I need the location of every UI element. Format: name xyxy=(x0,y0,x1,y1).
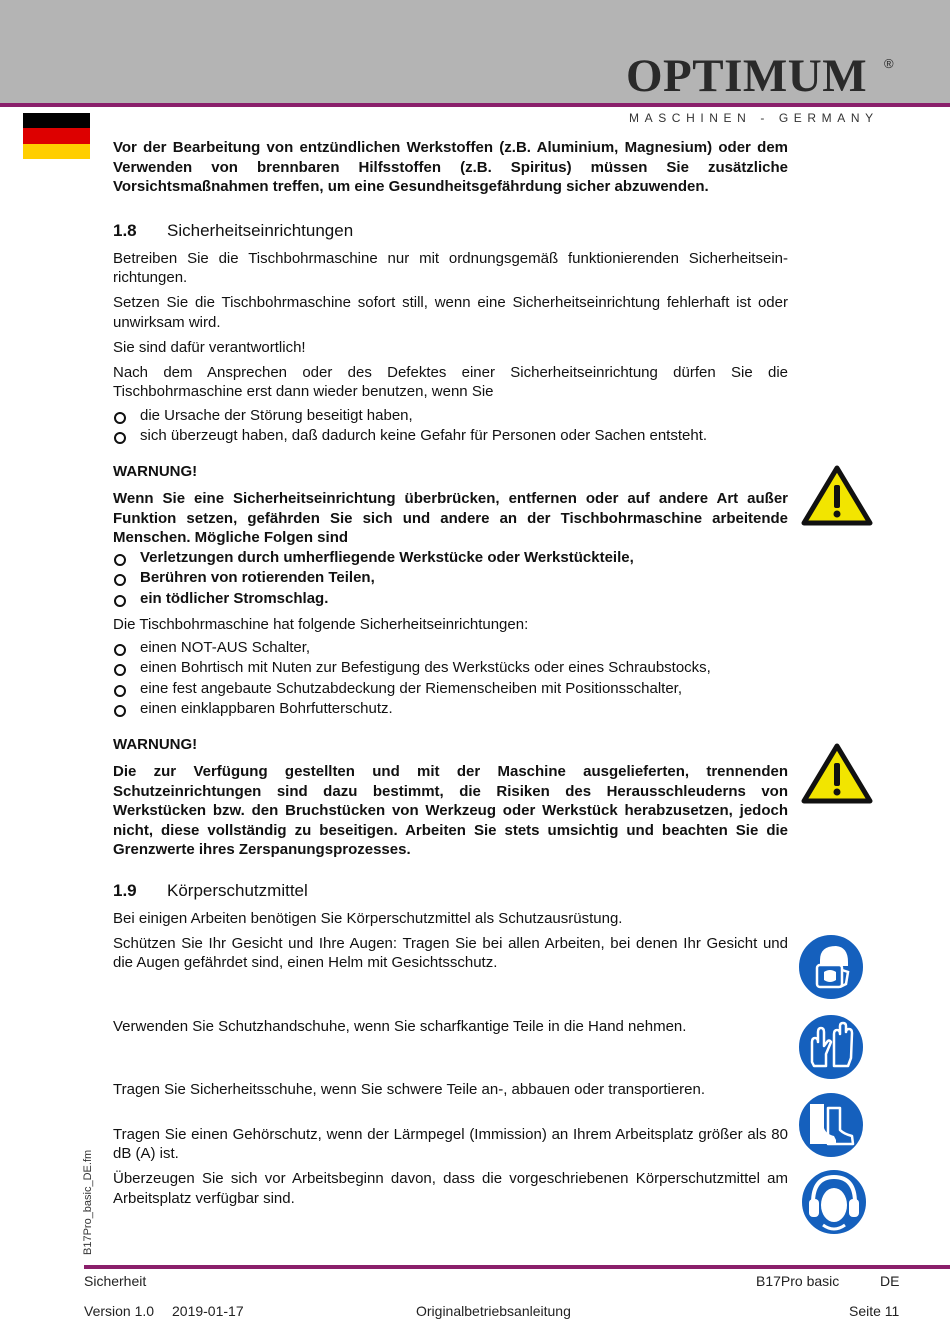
header-divider xyxy=(0,103,950,107)
paragraph: Betreiben Sie die Tischbohrmaschine nur mit ordnungsgemäß funktionierenden Sicherheitsein-richtungen. xyxy=(113,249,788,286)
warning-label: WARNUNG! xyxy=(113,735,198,753)
safety-boots-icon xyxy=(796,1090,866,1160)
paragraph: Überzeugen Sie sich vor Arbeitsbeginn davon, dass die vorgeschriebenen Körperschutzmittel am Arbeitsplatz verfügbar sind. xyxy=(113,1170,788,1207)
section-heading-1-9 xyxy=(113,880,788,902)
list-item: Verletzungen durch umherfliegende Werkstücke oder Werkstückteile, xyxy=(113,548,788,569)
footer-model: B17Pro basic xyxy=(756,1273,840,1289)
paragraph: Die Tischbohrmaschine hat folgende Sicherheitseinrichtungen: xyxy=(113,616,529,633)
ear-protection-icon xyxy=(799,1167,869,1237)
warning-text: Die zur Verfügung gestellten und mit der Maschine ausgelieferten, trennenden Schutzeinrichtungen sind dazu bestimmt, die Risiken des Herausschleuderns von Werkstücken bzw. den Bruchstücken von Werkzeug oder Werkstück herabzusetzen, jedoch nicht, diese vollständig zu beseitigen. Arbeiten Sie stets umsichtig und beachten Sie die Grenzwerte ihres Zerspanungsprozesses. xyxy=(113,763,788,858)
intro-paragraph: Vor der Bearbeitung von entzündlichen Werkstoffen (z.B. Aluminium, Magnesium) oder dem Verwenden von brennbaren Hilfsstoffen (z.B. Spiritus) müssen Sie zusätzliche Vorsichtsmaßnahmen treffen, um eine Gesundheitsgefährdung sicher abzuwenden. xyxy=(113,139,788,195)
footer-version: Version 1.0 xyxy=(84,1303,155,1319)
list-item: einen NOT-AUS Schalter, xyxy=(113,638,788,659)
section-number: 1.8 xyxy=(113,220,137,240)
brand-logo: OPTIMUM xyxy=(626,50,868,102)
list-item: ein tödlicher Stromschlag. xyxy=(113,589,788,610)
bullet-list-safety-devices xyxy=(113,638,788,720)
footer-document: Originalbetriebsanleitung xyxy=(416,1303,571,1319)
paragraph: Verwenden Sie Schutzhandschuhe, wenn Sie scharfkantige Teile in die Hand nehmen. xyxy=(113,1017,687,1035)
face-shield-icon xyxy=(796,932,866,1002)
footer-date: 2019-01-17 xyxy=(172,1303,244,1319)
paragraph: Tragen Sie Sicherheitsschuhe, wenn Sie schwere Teile an-, abbauen oder transportieren. xyxy=(113,1081,706,1098)
warning-triangle-icon xyxy=(801,743,873,805)
section-number: 1.9 xyxy=(113,880,137,900)
german-flag-icon xyxy=(23,113,90,159)
list-item: einen einklappbaren Bohrfutterschutz. xyxy=(113,699,788,720)
gloves-icon xyxy=(796,1012,866,1082)
section-title: Körperschutzmittel xyxy=(167,880,308,900)
warning-triangle-icon xyxy=(801,465,873,527)
footer-section: Sicherheit xyxy=(84,1273,147,1289)
list-item: eine fest angebaute Schutzabdeckung der Riemenscheiben mit Positionsschalter, xyxy=(113,679,788,700)
bullet-list-consequences xyxy=(113,548,788,610)
footer-divider xyxy=(84,1265,950,1269)
paragraph: Setzen Sie die Tischbohrmaschine sofort still, wenn eine Sicherheitseinrichtung fehlerhaft ist oder unwirksam wird. xyxy=(113,294,788,331)
footer-lang: DE xyxy=(880,1273,900,1289)
file-name-label: B17Pro_basic_DE.fm xyxy=(82,1149,94,1255)
bullet-list-conditions xyxy=(113,406,788,447)
paragraph: Schützen Sie Ihr Gesicht und Ihre Augen: Tragen Sie bei allen Arbeiten, bei denen Ihr Gesicht und die Augen gefährdet sind, einen Helm mit Gesichtsschutz. xyxy=(113,934,788,971)
registered-mark: ® xyxy=(884,56,894,71)
footer-page: Seite 11 xyxy=(849,1303,900,1319)
list-item: einen Bohrtisch mit Nuten zur Befestigung des Werkstücks oder eines Schraubstocks, xyxy=(113,658,788,679)
main-content xyxy=(113,138,788,1214)
paragraph: Sie sind dafür verantwortlich! xyxy=(113,338,306,356)
section-heading-1-8 xyxy=(113,220,788,242)
paragraph: Tragen Sie einen Gehörschutz, wenn der Lärmpegel (Immission) an Ihrem Arbeitsplatz größer als 80 dB (A) ist. xyxy=(113,1125,788,1162)
brand-tagline: MASCHINEN - GERMANY xyxy=(629,111,879,125)
list-item: sich überzeugt haben, daß dadurch keine Gefahr für Personen oder Sachen entsteht. xyxy=(113,426,788,447)
list-item: Berühren von rotierenden Teilen, xyxy=(113,568,788,589)
section-title: Sicherheitseinrichtungen xyxy=(167,220,354,240)
warning-text: Wenn Sie eine Sicherheitseinrichtung überbrücken, entfernen oder auf andere Art außer Funktion setzen, gefährden Sie sich und andere an der Tischbohrmaschine arbeitende Menschen. Mögliche Folgen sind xyxy=(113,490,788,546)
warning-label: WARNUNG! xyxy=(113,462,198,480)
paragraph: Bei einigen Arbeiten benötigen Sie Körperschutzmittel als Schutzausrüstung. xyxy=(113,909,623,927)
paragraph: Nach dem Ansprechen oder des Defektes einer Sicherheitseinrichtung dürfen Sie die Tischbohrmaschine erst dann wieder benutzen, wenn Sie xyxy=(113,363,788,400)
list-item: die Ursache der Störung beseitigt haben, xyxy=(113,406,788,427)
